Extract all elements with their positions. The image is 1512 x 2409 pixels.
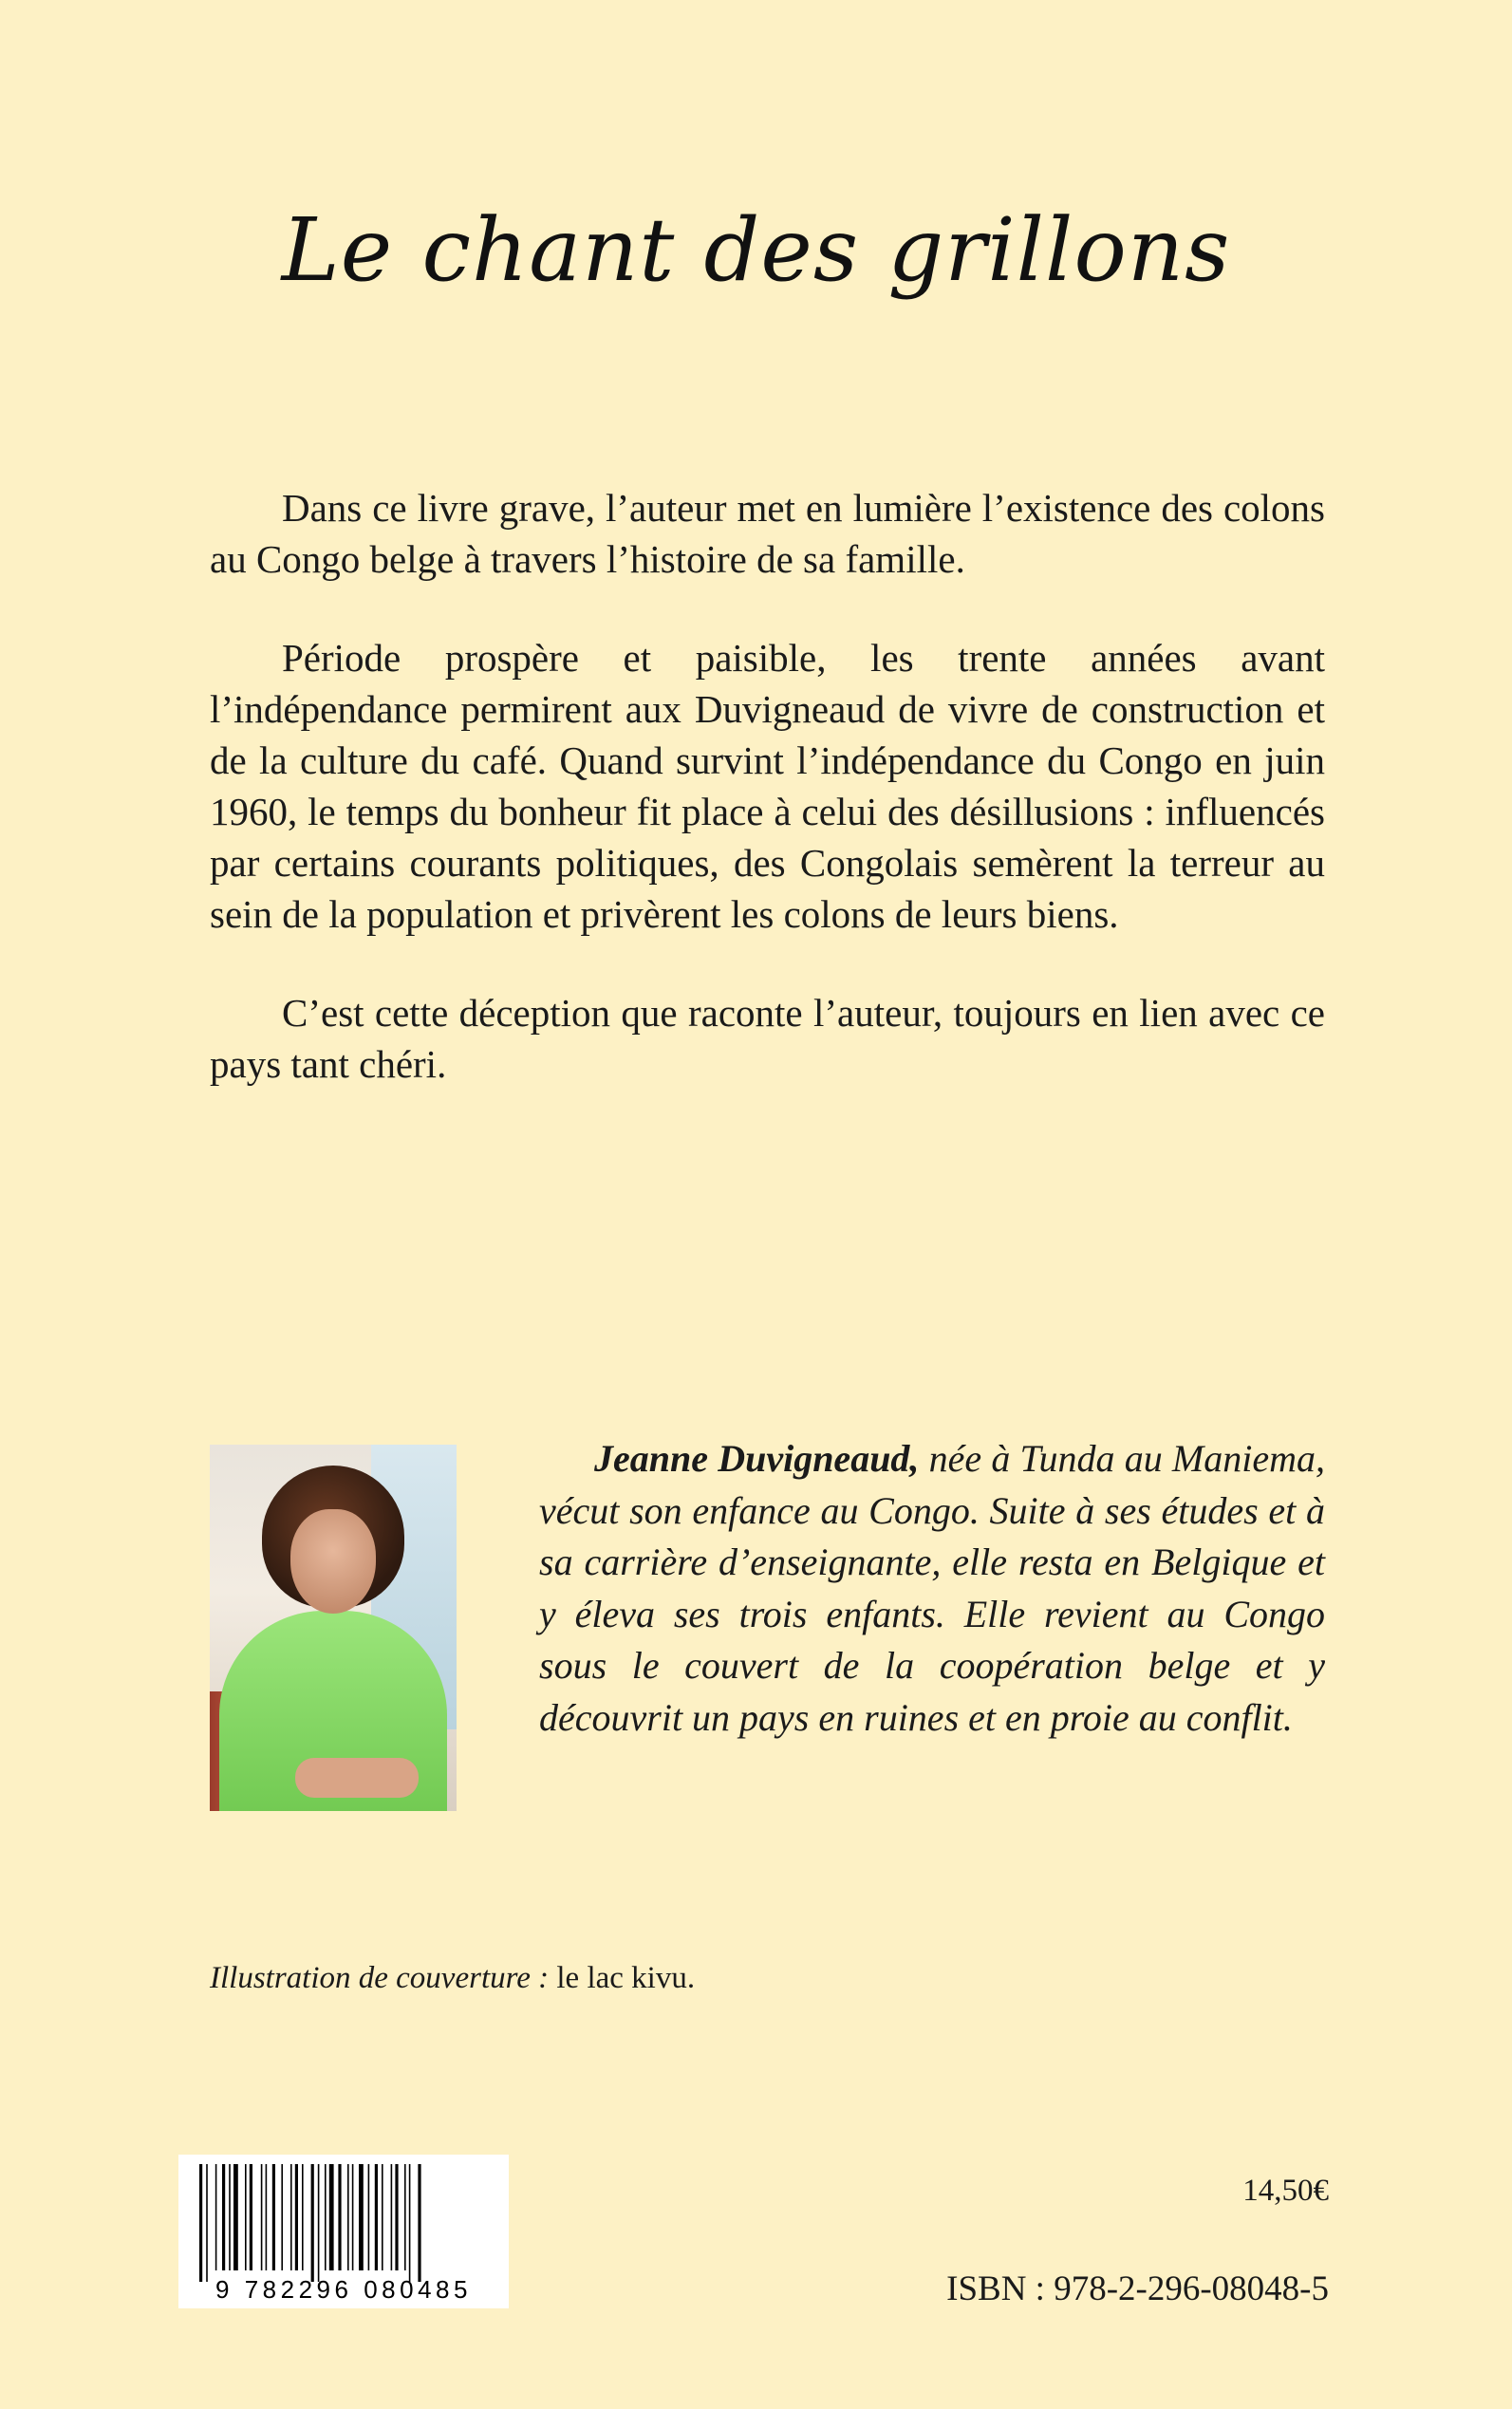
author-photo [210,1445,457,1811]
blurb-paragraph-2: Période prospère et paisible, les trente années avant l’indépendance permirent aux Duvigneaud de vivre de construction et de la culture du café. Quand survint l’indépendance du Congo en juin 1960, le temps du bonheur fit place à celui des désillusions : influencés par certains courants politiques, des Congolais semèrent la terreur au sein de la population et privèrent les colons de leurs biens. [210,636,1325,936]
author-name: Jeanne Duvigneaud, [594,1437,920,1480]
author-bio [539,1433,1325,1744]
price: 14,50€ [1242,2174,1329,2208]
cover-illustration-credit [210,1961,695,1996]
isbn: ISBN : 978-2-296-08048-5 [946,2269,1329,2308]
author-bio-text: née à Tunda au Maniema, vécut son enfance au Congo. Suite à ses études et à sa carrière d’enseignante, elle resta en Belgique et y éleva ses trois enfants. Elle revient au Congo sous le couvert de la coopération belge et y découvrit un pays en ruines et en proie au conflit. [539,1437,1325,1739]
barcode [178,2155,509,2308]
blurb-paragraph-3: C’est cette déception que raconte l’auteur, toujours en lien avec ce pays tant chéri. [210,991,1325,1086]
illustration-value: le lac kivu. [549,1961,696,1995]
blurb [210,482,1325,1137]
illustration-label: Illustration de couverture : [210,1961,550,1995]
barcode-digits: 9 782296 080485 [215,2275,472,2304]
book-title: Le chant des grillons [281,199,1231,301]
blurb-paragraph-1: Dans ce livre grave, l’auteur met en lumière l’existence des colons au Congo belge à travers l’histoire de sa famille. [210,486,1325,581]
